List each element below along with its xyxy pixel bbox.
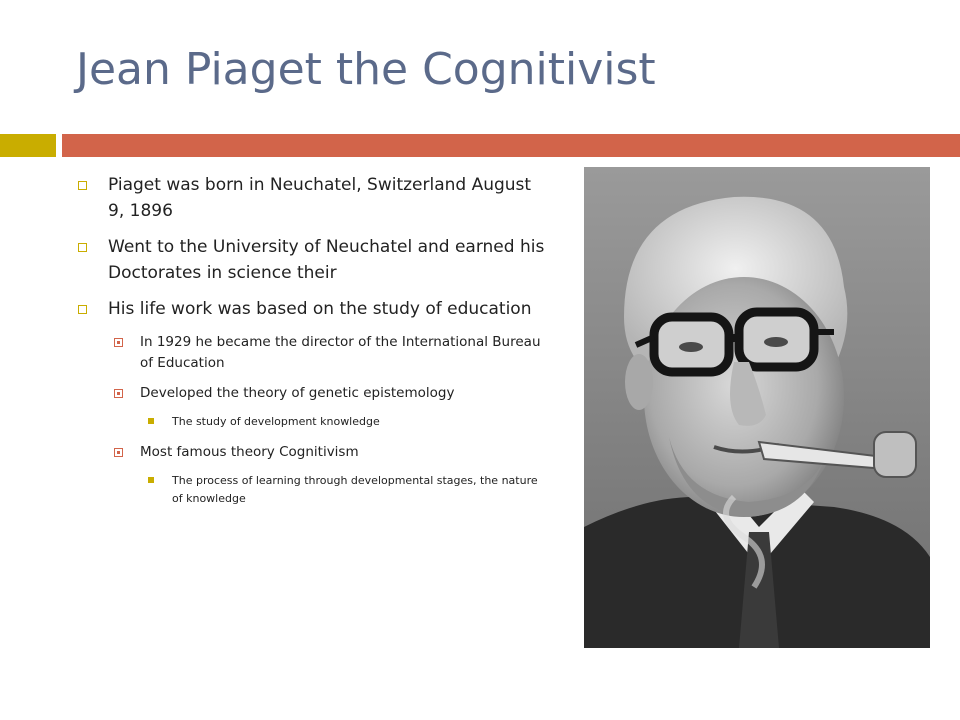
sub-sub-bullet-item — [76, 413, 546, 431]
filled-square-bullet-icon — [114, 448, 123, 457]
sub-bullet-item — [76, 383, 546, 404]
accent-block-yellow — [0, 134, 56, 157]
bullet-item — [76, 234, 546, 286]
bullet-text: In 1929 he became the director of the International Bureau of Education — [140, 334, 541, 371]
bullet-item — [76, 172, 546, 224]
sub-sub-bullet-item — [76, 472, 546, 508]
portrait-photo — [584, 167, 930, 648]
sub-bullet-item — [76, 332, 546, 374]
filled-square-bullet-icon — [114, 338, 123, 347]
slide-title: Jean Piaget the Cognitivist — [76, 44, 656, 95]
bullet-text: Piaget was born in Neuchatel, Switzerland August 9, 1896 — [108, 175, 532, 221]
square-bullet-icon — [78, 181, 87, 190]
square-bullet-icon — [78, 243, 87, 252]
accent-bar-orange — [62, 134, 960, 157]
square-bullet-icon — [78, 305, 87, 314]
bullet-text: The process of learning through developmental stages, the nature of knowledge — [172, 474, 538, 505]
filled-square-bullet-icon — [114, 389, 123, 398]
small-square-bullet-icon — [148, 477, 154, 483]
bullet-text: Most famous theory Cognitivism — [140, 444, 359, 460]
bullet-list — [76, 172, 546, 519]
sub-bullet-item — [76, 442, 546, 463]
bullet-text: His life work was based on the study of education — [108, 299, 532, 319]
bullet-item — [76, 296, 546, 322]
bullet-text: Went to the University of Neuchatel and earned his Doctorates in science their — [108, 237, 545, 283]
portrait-photo-icon — [584, 167, 930, 648]
small-square-bullet-icon — [148, 418, 154, 424]
bullet-text: Developed the theory of genetic epistemology — [140, 385, 455, 401]
bullet-text: The study of development knowledge — [172, 415, 380, 428]
